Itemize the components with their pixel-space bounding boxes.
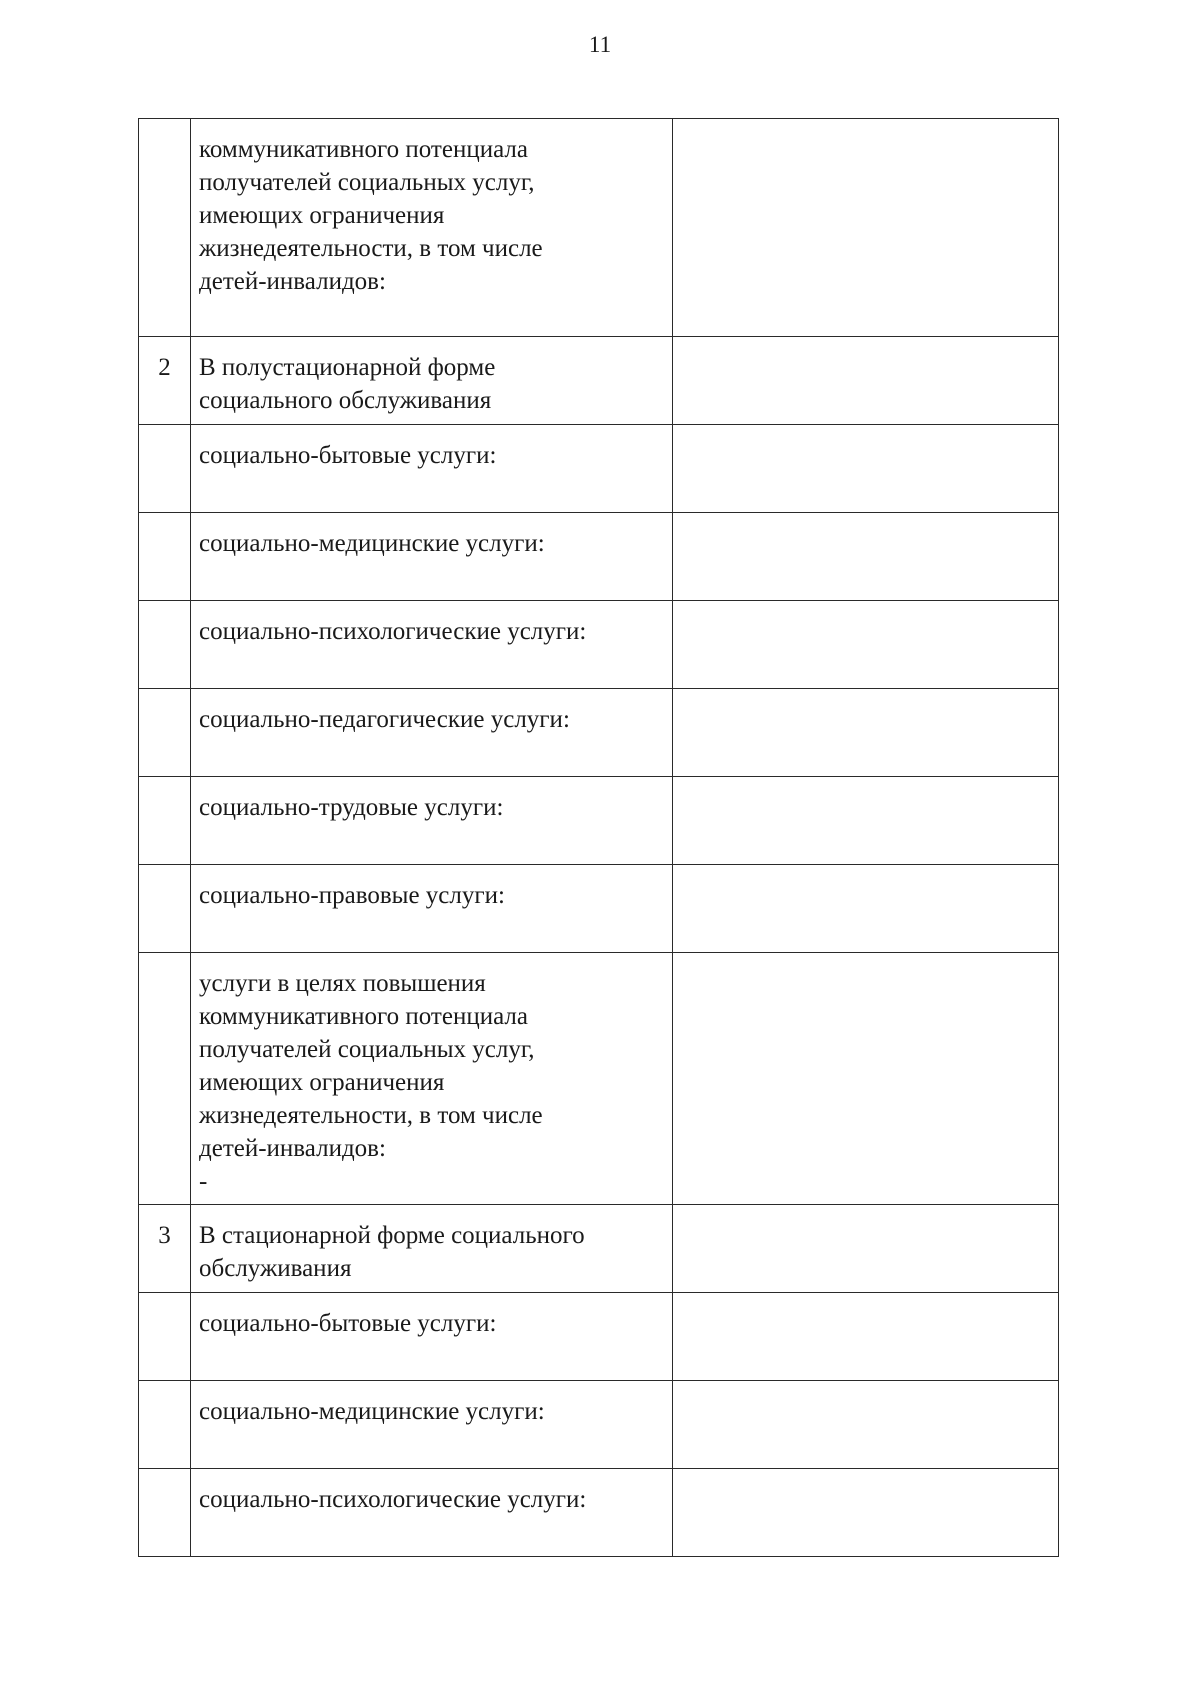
page-number: 11 xyxy=(588,32,612,57)
value-cell xyxy=(673,1205,1059,1293)
row-number xyxy=(139,777,191,865)
row-number xyxy=(139,953,191,1205)
table-row xyxy=(139,513,1059,601)
row-number xyxy=(139,865,191,953)
row-number: 2 xyxy=(139,337,191,425)
row-number xyxy=(139,513,191,601)
value-cell xyxy=(673,1381,1059,1469)
value-cell xyxy=(673,689,1059,777)
service-form-heading: В полустационарной форме социального обслуживания xyxy=(191,337,673,425)
table-row xyxy=(139,865,1059,953)
table-row xyxy=(139,425,1059,513)
table-row xyxy=(139,601,1059,689)
value-cell xyxy=(673,1293,1059,1381)
service-description: социально-медицинские услуги: xyxy=(191,1381,673,1469)
service-description: услуги в целях повышения коммуникативного потенциала получателей социальных услуг, имеющих ограничения жизнедеятельности, в том числе детей-инвалидов: - xyxy=(191,953,673,1205)
table-row xyxy=(139,953,1059,1205)
table-row xyxy=(139,1469,1059,1557)
value-cell xyxy=(673,777,1059,865)
table-row xyxy=(139,119,1059,337)
service-description: социально-бытовые услуги: xyxy=(191,1293,673,1381)
service-description: социально-педагогические услуги: xyxy=(191,689,673,777)
value-cell xyxy=(673,513,1059,601)
service-description: социально-бытовые услуги: xyxy=(191,425,673,513)
row-number xyxy=(139,689,191,777)
row-number xyxy=(139,1469,191,1557)
service-description: социально-психологические услуги: xyxy=(191,1469,673,1557)
value-cell xyxy=(673,425,1059,513)
service-description: коммуникативного потенциала получателей социальных услуг, имеющих ограничения жизнедеятельности, в том числе детей-инвалидов: xyxy=(191,119,673,337)
row-number: 3 xyxy=(139,1205,191,1293)
service-description: социально-медицинские услуги: xyxy=(191,513,673,601)
services-table xyxy=(138,118,1059,1557)
row-number xyxy=(139,425,191,513)
service-description: социально-правовые услуги: xyxy=(191,865,673,953)
value-cell xyxy=(673,865,1059,953)
service-description: социально-психологические услуги: xyxy=(191,601,673,689)
table-row xyxy=(139,1381,1059,1469)
service-description: социально-трудовые услуги: xyxy=(191,777,673,865)
service-form-heading: В стационарной форме социального обслуживания xyxy=(191,1205,673,1293)
table-row xyxy=(139,777,1059,865)
table-row xyxy=(139,689,1059,777)
table-row xyxy=(139,1205,1059,1293)
row-number xyxy=(139,601,191,689)
row-number xyxy=(139,119,191,337)
value-cell xyxy=(673,953,1059,1205)
row-number xyxy=(139,1293,191,1381)
value-cell xyxy=(673,337,1059,425)
value-cell xyxy=(673,119,1059,337)
value-cell xyxy=(673,1469,1059,1557)
table-row xyxy=(139,337,1059,425)
row-number xyxy=(139,1381,191,1469)
table-row xyxy=(139,1293,1059,1381)
value-cell xyxy=(673,601,1059,689)
